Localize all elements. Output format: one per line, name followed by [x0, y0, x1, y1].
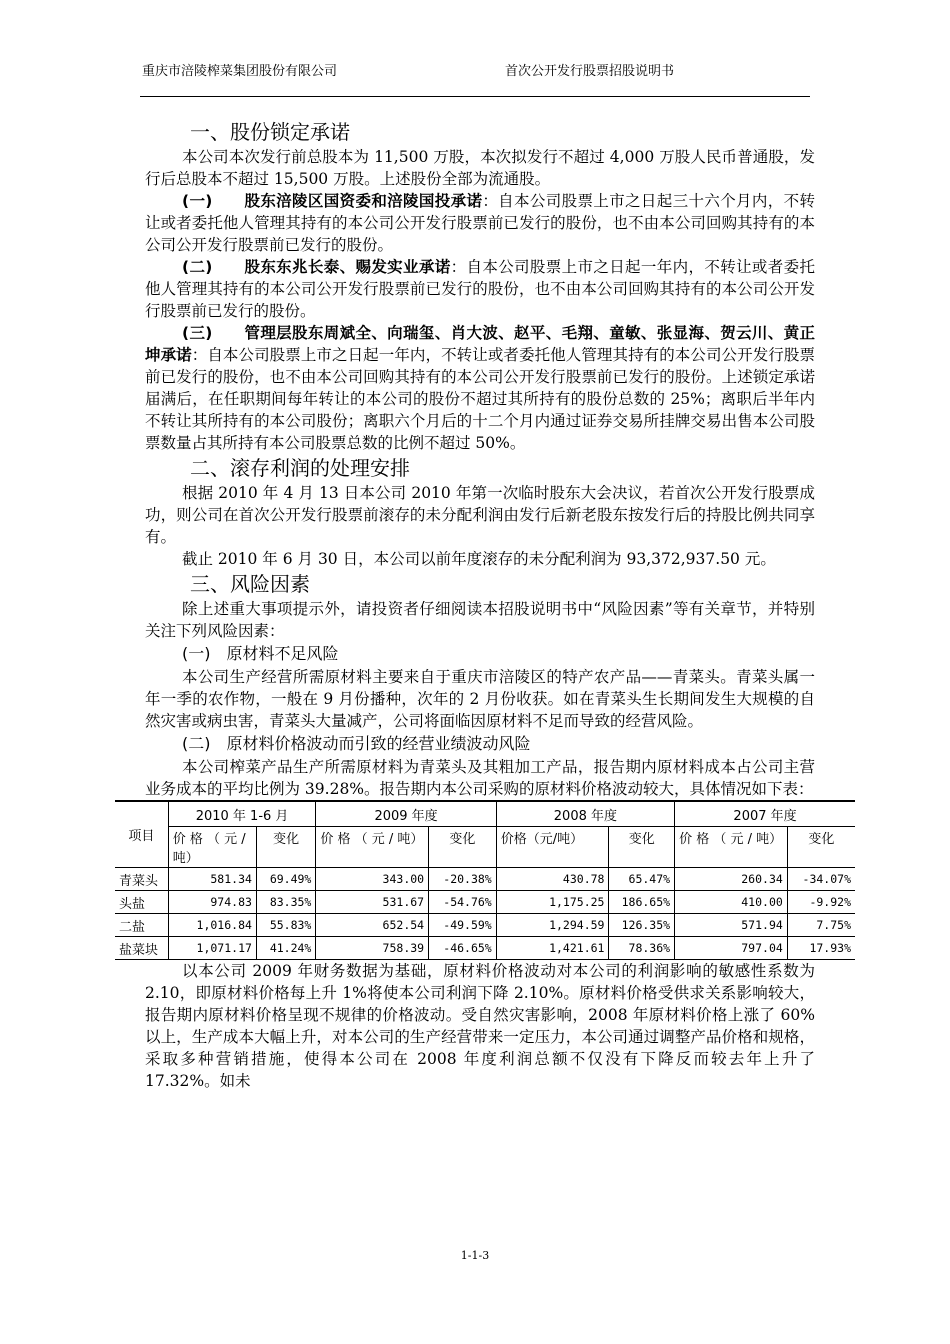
- cell: 7.75%: [787, 914, 855, 937]
- s1-commitment-2: [145, 256, 815, 322]
- table-year-header: 2009 年度: [316, 801, 496, 827]
- cell: 581.34: [168, 868, 256, 891]
- cell: -34.07%: [787, 868, 855, 891]
- commitment-3-label: (三) 管理层股东周斌全、向瑞玺、肖大波、赵平、毛翔、童敏、张显海、贺云川、黄正坤承诺: [145, 324, 815, 364]
- s1-commitment-1: [145, 190, 815, 256]
- risk-1-title: (一) 原材料不足风险: [182, 644, 339, 663]
- s1-commitment-3: [145, 322, 815, 454]
- cell: 1,071.17: [168, 937, 256, 960]
- cell: 343.00: [316, 868, 429, 891]
- price-column-header: 价 格 （ 元 / 吨）: [316, 827, 429, 868]
- section-2-title: 二、滚存利润的处理安排: [190, 456, 410, 480]
- cell: 797.04: [675, 937, 788, 960]
- s3-intro: 除上述重大事项提示外，请投资者仔细阅读本招股说明书中“风险因素”等有关章节，并特别关注下列风险因素：: [145, 600, 815, 640]
- commitment-1-text: ：自本公司股票上市之日起三十六个月内，不转让或者委托他人管理其持有的本公司公开发行股票前已发行的股份，也不由本公司回购其持有的本公司公开发行股票前已发行的股份。: [145, 192, 815, 254]
- cell: 758.39: [316, 937, 429, 960]
- table-year-header: 2008 年度: [496, 801, 674, 827]
- table-year-header: 2010 年 1-6 月: [168, 801, 316, 827]
- row-name: 头盐: [115, 891, 168, 914]
- table-item-header: 项目: [115, 801, 168, 868]
- cell: 410.00: [675, 891, 788, 914]
- cell: 126.35%: [609, 914, 675, 937]
- table-row: [115, 868, 855, 891]
- row-name: 二盐: [115, 914, 168, 937]
- cell: 83.35%: [256, 891, 315, 914]
- change-column-header: 变化: [609, 827, 675, 868]
- table-row: [115, 937, 855, 960]
- table-row: [115, 891, 855, 914]
- cell: 41.24%: [256, 937, 315, 960]
- s2-paragraph-2: 截止 2010 年 6 月 30 日，本公司以前年度滚存的未分配利润为 93,372,937.50 元。: [182, 550, 776, 568]
- change-column-header: 变化: [256, 827, 315, 868]
- risk-2-title: (二) 原材料价格波动而引致的经营业绩波动风险: [182, 734, 531, 753]
- change-column-header: 变化: [429, 827, 497, 868]
- cell: 1,175.25: [496, 891, 609, 914]
- page-number: 1-1-3: [460, 1249, 490, 1262]
- commitment-3-text: ：自本公司股票上市之日起一年内，不转让或者委托他人管理其持有的本公司公开发行股票前已发行的股份，也不由本公司回购其持有的本公司公开发行股票前已发行的股份。上述锁定承诺届满后，在任职期间每年转让的本公司的股份不超过其所持有的股份总数的 25%；离职后半年内不转让其所持有的本公司股份；离职六个月后的十二个月内通过证券交易所挂牌交易出售本公司股票数量占其所持有本公司股票总数的比例不超过 50%。: [145, 346, 815, 452]
- cell: 571.94: [675, 914, 788, 937]
- commitment-1-label: (一) 股东涪陵区国资委和涪陵国投承诺: [182, 192, 483, 210]
- price-column-header: 价 格 （ 元 / 吨）: [168, 827, 256, 868]
- cell: 531.67: [316, 891, 429, 914]
- cell: -20.38%: [429, 868, 497, 891]
- cell: 1,294.59: [496, 914, 609, 937]
- cell: 1,421.61: [496, 937, 609, 960]
- cell: -46.65%: [429, 937, 497, 960]
- cell: 17.93%: [787, 937, 855, 960]
- header-company: 重庆市涪陵榨菜集团股份有限公司: [142, 64, 338, 79]
- cell: 78.36%: [609, 937, 675, 960]
- cell: 652.54: [316, 914, 429, 937]
- header-rule: [140, 96, 810, 97]
- risk-2-text: 本公司榨菜产品生产所需原材料为青菜头及其粗加工产品，报告期内原材料成本占公司主营业务成本的平均比例为 39.28%。报告期内本公司采购的原材料价格波动较大，具体情况如下表：: [145, 758, 815, 798]
- cell: 69.49%: [256, 868, 315, 891]
- s1-paragraph: 本公司本次发行前总股本为 11,500 万股，本次拟发行不超过 4,000 万股人民币普通股，发行后总股本不超过 15,500 万股。上述股份全部为流通股。: [145, 148, 815, 188]
- price-column-header: 价 格 （ 元 / 吨）: [675, 827, 788, 868]
- cell: -54.76%: [429, 891, 497, 914]
- cell: -9.92%: [787, 891, 855, 914]
- cell: 430.78: [496, 868, 609, 891]
- cell: 186.65%: [609, 891, 675, 914]
- cell: 65.47%: [609, 868, 675, 891]
- section-3-title: 三、风险因素: [190, 572, 310, 596]
- risk-2-continued: 以本公司 2009 年财务数据为基础，原材料价格波动对本公司的利润影响的敏感性系数为 2.10，即原材料价格每上升 1%将使本公司利润下降 2.10%。原材料价格受供求关系影响较大，报告期内原材料价格呈现不规律的价格波动。受自然灾害影响，2008 年原材料价格上涨了 60%以上，生产成本大幅上升，对本公司的生产经营带来一定压力，本公司通过调整产品价格和规格，采取多种营销措施，使得本公司在 2008 年度利润总额不仅没有下降反而较去年上升了 17.32%。如未: [145, 962, 815, 1090]
- commitment-2-text: ：自本公司股票上市之日起一年内，不转让或者委托他人管理其持有的本公司公开发行股票前已发行的股份，也不由本公司回购其持有的本公司公开发行股票前已发行的股份。: [145, 258, 815, 320]
- table-year-header: 2007 年度: [675, 801, 855, 827]
- change-column-header: 变化: [787, 827, 855, 868]
- row-name: 青菜头: [115, 868, 168, 891]
- page-content: [119, 118, 851, 1092]
- risk-1-text: 本公司生产经营所需原材料主要来自于重庆市涪陵区的特产农产品——青菜头。青菜头属一年一季的农作物，一般在 9 月份播种，次年的 2 月份收获。如在青菜头生长期间发生大规模的自然灾害或病虫害，青菜头大量减产，公司将面临因原材料不足而导致的经营风险。: [145, 668, 815, 730]
- s2-paragraph-1: 根据 2010 年 4 月 13 日本公司 2010 年第一次临时股东大会决议，若首次公开发行股票成功，则公司在首次公开发行股票前滚存的未分配利润由发行后新老股东按发行后的持股比例共同享有。: [145, 484, 815, 546]
- commitment-2-label: (二) 股东东兆长泰、赐发实业承诺: [182, 258, 451, 276]
- cell: 55.83%: [256, 914, 315, 937]
- cell: 974.83: [168, 891, 256, 914]
- price-column-header: 价格（元/吨）: [496, 827, 609, 868]
- cell: 1,016.84: [168, 914, 256, 937]
- raw-material-price-table: [115, 800, 855, 960]
- section-1-title: 一、股份锁定承诺: [190, 120, 350, 144]
- cell: 260.34: [675, 868, 788, 891]
- table-row: [115, 914, 855, 937]
- cell: -49.59%: [429, 914, 497, 937]
- header-doc-title: 首次公开发行股票招股说明书: [505, 64, 675, 79]
- row-name: 盐菜块: [115, 937, 168, 960]
